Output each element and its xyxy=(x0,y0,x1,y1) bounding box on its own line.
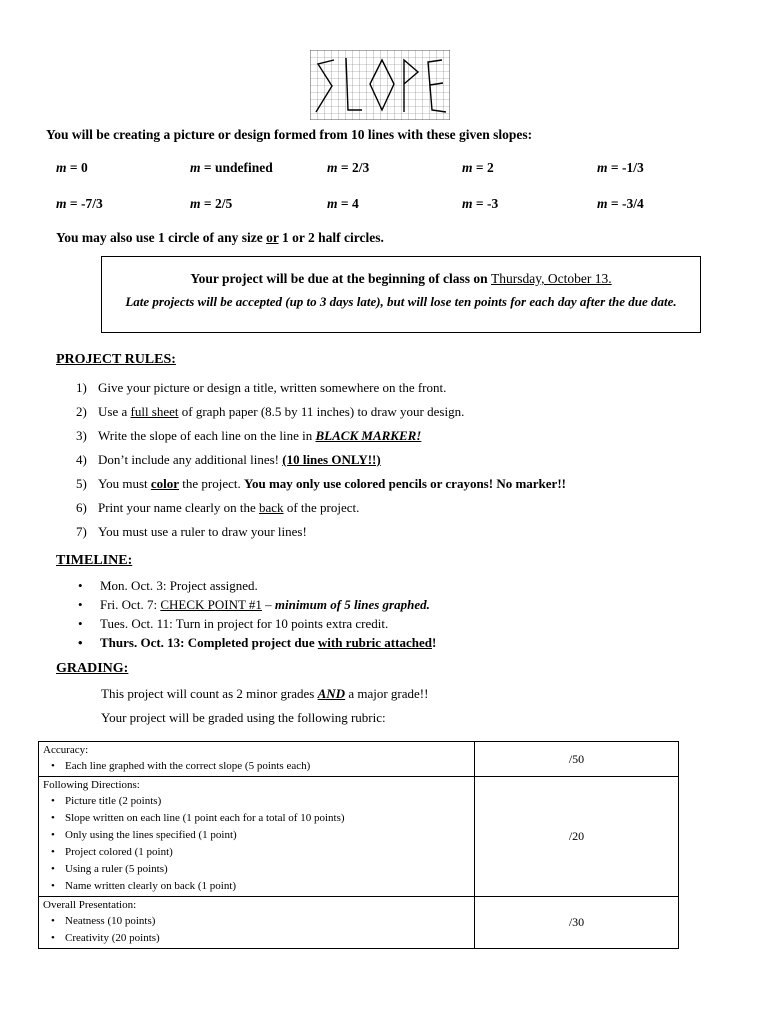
intro-text: You will be creating a picture or design formed from 10 lines with these given slopes: xyxy=(46,127,533,142)
rubric-score: /30 xyxy=(475,897,679,949)
slope-logo xyxy=(310,50,450,120)
project-rules-heading: PROJECT RULES: xyxy=(56,352,176,367)
rubric-score: /20 xyxy=(475,777,679,897)
slope-item: m = 2/5 xyxy=(190,196,233,211)
grading-note: This project will count as 2 minor grades AND a major grade!! xyxy=(101,686,429,701)
rubric-category: Following Directions: xyxy=(43,779,140,791)
rubric-item: • Project colored (1 point) xyxy=(43,844,470,861)
rubric-intro: Your project will be graded using the following rubric: xyxy=(101,710,386,725)
rubric-category: Accuracy: xyxy=(43,744,89,756)
timeline-heading: TIMELINE: xyxy=(56,553,133,568)
table-row xyxy=(39,777,679,897)
rubric-category-cell xyxy=(39,742,475,777)
grading-heading: GRADING: xyxy=(56,661,129,676)
slope-item: m = -7/3 xyxy=(56,196,103,211)
slope-item: m = 2 xyxy=(462,160,494,175)
circles-note: You may also use 1 circle of any size or 1 or 2 half circles. xyxy=(56,230,384,245)
due-date-line: Your project will be due at the beginning of class on Thursday, October 13. xyxy=(190,271,612,286)
rule-item: 4) Don’t include any additional lines! (10 lines ONLY!!) xyxy=(76,452,381,467)
slope-item: m = -3 xyxy=(462,196,499,211)
timeline-item: • Fri. Oct. 7: CHECK POINT #1 – minimum of 5 lines graphed. xyxy=(78,597,430,612)
rubric-item: • Slope written on each line (1 point each for a total of 10 points) xyxy=(43,810,470,827)
rule-item: 6) Print your name clearly on the back of the project. xyxy=(76,500,360,515)
slope-item: m = 2/3 xyxy=(327,160,370,175)
due-date-box xyxy=(101,256,701,333)
rubric-item: • Picture title (2 points) xyxy=(43,793,470,810)
rubric-category-cell xyxy=(39,777,475,897)
late-policy-line: Late projects will be accepted (up to 3 days late), but will lose ten points for each day after the due date. xyxy=(125,294,677,309)
rubric-category-cell xyxy=(39,897,475,949)
rule-item: 7) You must use a ruler to draw your lines! xyxy=(76,524,307,539)
timeline-item: • Thurs. Oct. 13: Completed project due with rubric attached! xyxy=(78,635,437,650)
rule-item: 1) Give your picture or design a title, written somewhere on the front. xyxy=(76,380,447,395)
rubric-item: • Only using the lines specified (1 point) xyxy=(43,827,470,844)
rule-item: 2) Use a full sheet of graph paper (8.5 by 11 inches) to draw your design. xyxy=(76,404,465,419)
slope-item: m = undefined xyxy=(190,160,273,175)
rubric-score: /50 xyxy=(475,742,679,777)
slope-item: m = 4 xyxy=(327,196,359,211)
rule-item: 3) Write the slope of each line on the line in BLACK MARKER! xyxy=(76,428,422,443)
timeline-item: • Tues. Oct. 11: Turn in project for 10 points extra credit. xyxy=(78,616,389,631)
table-row xyxy=(39,897,679,949)
slope-item: m = 0 xyxy=(56,160,88,175)
rubric-category: Overall Presentation: xyxy=(43,899,137,911)
rubric-table xyxy=(38,741,679,949)
rubric-item: • Creativity (20 points) xyxy=(43,930,470,947)
rubric-item: • Using a ruler (5 points) xyxy=(43,861,470,878)
rubric-item: • Name written clearly on back (1 point) xyxy=(43,878,470,895)
timeline-item: • Mon. Oct. 3: Project assigned. xyxy=(78,578,258,593)
table-row xyxy=(39,742,679,777)
slope-item: m = -3/4 xyxy=(597,196,644,211)
slope-item: m = -1/3 xyxy=(597,160,644,175)
rubric-item: • Each line graphed with the correct slope (5 points each) xyxy=(43,758,470,775)
rule-item: 5) You must color the project. You may only use colored pencils or crayons! No marker!! xyxy=(76,476,566,491)
rubric-item: • Neatness (10 points) xyxy=(43,913,470,930)
